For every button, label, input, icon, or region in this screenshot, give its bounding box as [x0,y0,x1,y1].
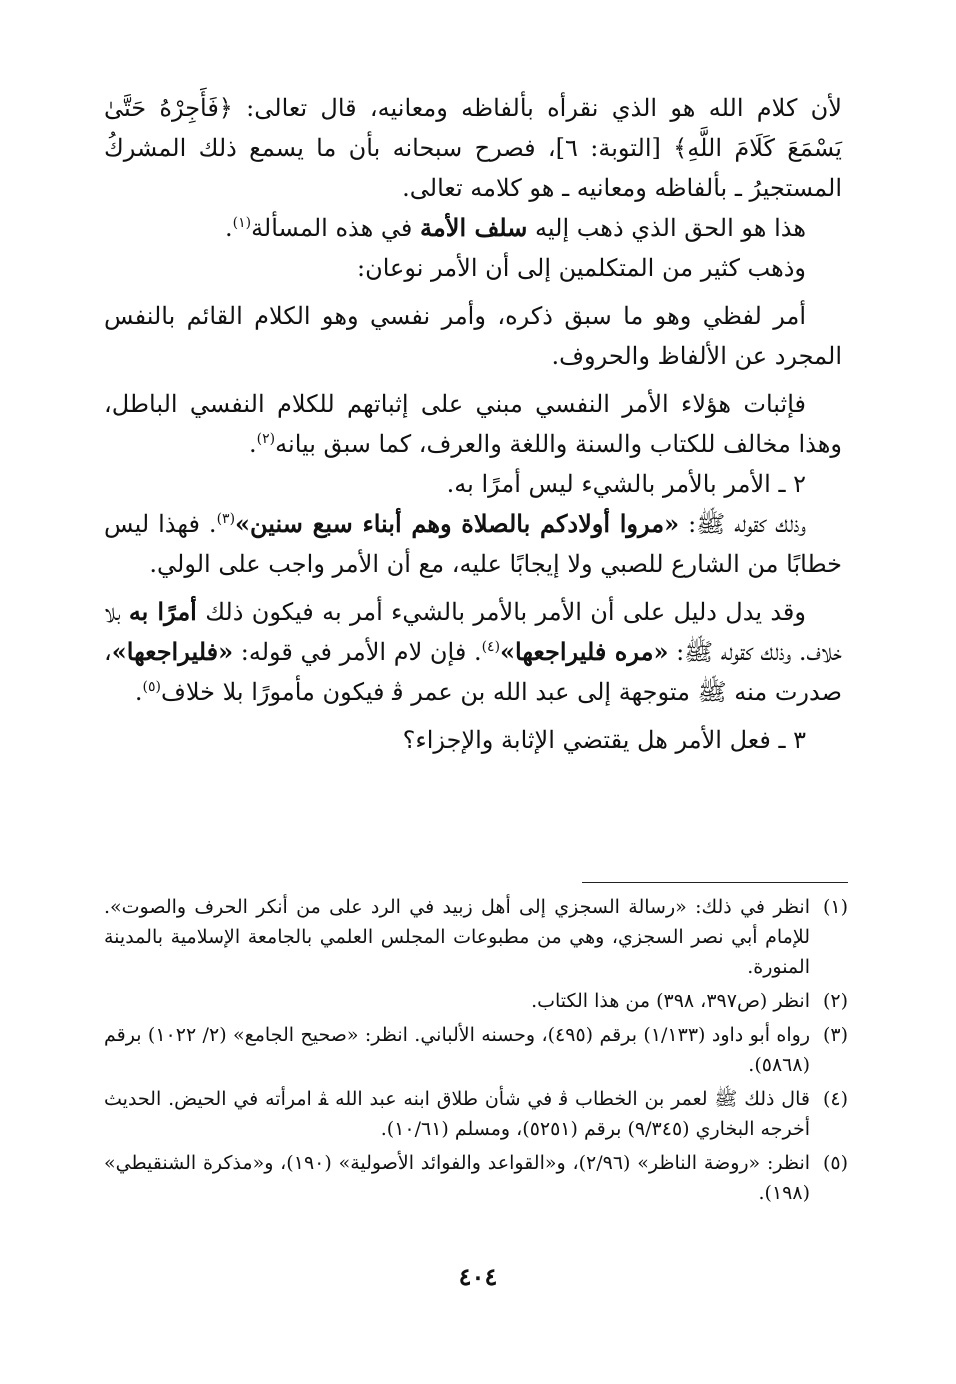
paragraph-8-text-b: بلا خلاف. وذلك كقوله ﷺ: [104,598,843,666]
paragraph-2 [104,208,842,248]
footnote [104,986,848,1016]
hadith-quote-3: «فليراجعها» [111,637,234,666]
paragraph-8-end: . [134,678,143,706]
footnote [104,892,848,982]
paragraph-5 [104,384,842,464]
footnote-text: انظر: «روضة الناظر» (٢/٩٦)، و«القواعد والفوائد الأصولية» (١٩٠)، و«مذكرة الشنقيطي» (١٩٨). [104,1152,811,1204]
footnote [104,1084,848,1144]
paragraph-3 [104,248,842,288]
footnotes [104,892,848,1212]
hadith-quote-1: «مروا أولادكم بالصلاة وهم أبناء سبع سنين» [235,509,680,538]
paragraph-6 [104,464,842,504]
paragraph-9-heading [104,720,842,760]
footnote [104,1020,848,1080]
footnote-number: (٣) [822,1024,848,1046]
footnote-number: (٤) [822,1088,848,1110]
hadith-quote-2: «مره فليراجعها» [500,637,669,666]
footnote-ref-2[interactable]: (٢) [256,431,276,447]
main-text [104,88,842,760]
paragraph-3-text: وذهب كثير من المتكلمين إلى أن الأمر نوعان: [356,254,806,282]
paragraph-7-text-cont: . فهذا ليس خطابًا من الشارع للصبي ولا إيجابًا عليه، مع أن الأمر واجب على الولي. [104,510,842,578]
footnote-number: (٢) [822,990,848,1012]
bold-term-amr: أمرًا به [128,597,197,626]
paragraph-8-text: وقد يدل دليل على أن الأمر بالأمر بالشيء أمر به فيكون ذلك [205,598,806,626]
paragraph-2-end: . [224,214,233,242]
footnote-number: (١) [822,896,848,918]
footnote-text: قال ذلك ﷺ لعمر بن الخطاب ﭬ في شأن طلاق ابنه عبد الله ﭭ امرأته في الحيض. الحديث أخرجه البخاري (٩/٣٤٥) برقم (٥٢٥١)، ومسلم (١٠/٦١). [104,1088,810,1140]
paragraph-4-text: أمر لفظي وهو ما سبق ذكره، وأمر نفسي وهو الكلام القائم بالنفس المجرد عن الألفاظ والحروف. [104,302,842,370]
page-number: ٤٠٤ [458,1262,498,1291]
footnote [104,1148,848,1208]
paragraph-6-text: ٢ ـ الأمر بالأمر بالشيء ليس أمرًا به. [446,470,806,498]
footnote-ref-5[interactable]: (٥) [142,679,161,695]
footnote-ref-3[interactable]: (٣) [216,511,236,527]
paragraph-7-text: وذلك كقوله ﷺ: [688,510,806,538]
paragraph-5-text: فإثبات هؤلاء الأمر النفسي مبني على إثباتهم للكلام النفسي الباطل، وهذا مخالف للكتاب والسنة واللغة والعرف، كما سبق بيانه [104,390,842,458]
paragraph-4 [104,296,842,376]
paragraph-2-text-cont: في هذه المسألة [251,214,413,242]
paragraph-1-text: لأن كلام الله هو الذي نقرأه بألفاظه ومعانيه، قال تعالى: ﴿فَأَجِرْهُ حَتَّىٰ يَسْمَعَ كَلَامَ اللَّهِ﴾ [التوبة: ٦]، فصرح سبحانه بأن ما يسمع ذلك المشركُ المستجيرُ ـ بألفاظه ومعانيه ـ هو كلامه تعالى. [104,94,842,202]
paragraph-2-text: هذا هو الحق الذي ذهب إليه [535,214,806,242]
footnote-text: انظر في ذلك: «رسالة السجزي إلى أهل زبيد في الرد على من أنكر الحرف والصوت». للإمام أبي نصر السجزي، وهي من مطبوعات المجلس العلمي بالجامعة الإسلامية بالمدينة المنورة. [104,896,810,978]
footnote-number: (٥) [822,1152,848,1174]
footnote-divider [582,882,848,883]
paragraph-8 [104,592,842,712]
footnote-ref-4[interactable]: (٤) [481,639,501,655]
footnote-text: رواه أبو داود (١/١٣٣) برقم (٤٩٥)، وحسنه الألباني. انظر: «صحيح الجامع» (٢/ ١٠٢٢) برقم (٥٨٦٨). [104,1024,811,1076]
paragraph-8-text-d: ، صدرت منه ﷺ متوجهة إلى عبد الله بن عمر ﭬ فيكون مأمورًا بلا خلاف [104,638,842,706]
section-heading-3: ٣ ـ فعل الأمر هل يقتضي الإثابة والإجزاء؟ [402,726,806,754]
bold-term-salaf: سلف الأمة [420,213,528,242]
paragraph-1 [104,88,842,208]
footnote-text: انظر (ص٣٩٧، ٣٩٨) من هذا الكتاب. [531,990,810,1012]
paragraph-7 [104,504,842,584]
paragraph-5-end: . [249,430,257,458]
paragraph-8-text-c: . فإن لام الأمر في قوله: [240,638,482,666]
footnote-ref-1[interactable]: (١) [232,215,252,231]
